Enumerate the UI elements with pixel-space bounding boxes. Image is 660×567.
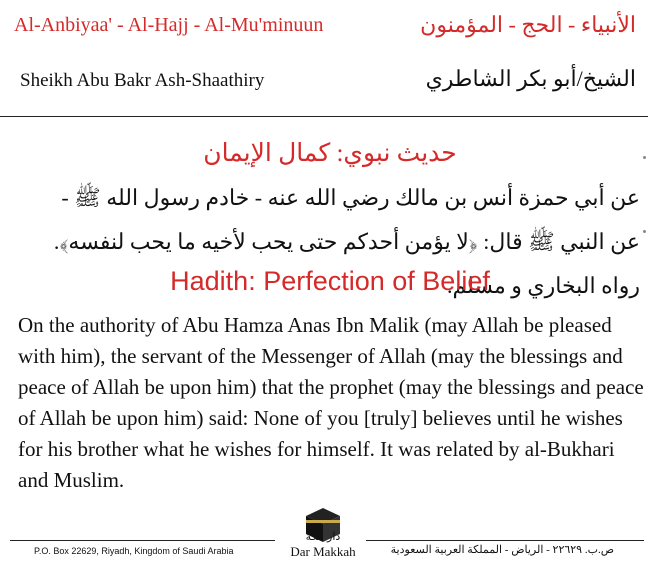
logo-arabic-text: دار مكة	[305, 530, 341, 543]
author-english: Sheikh Abu Bakr Ash-Shaathiry	[20, 70, 265, 91]
footer-divider-right	[366, 540, 644, 541]
author-arabic: الشيخ/أبو بكر الشاطري	[425, 66, 636, 91]
header-divider	[0, 116, 648, 117]
hadith-text-english: On the authority of Abu Hamza Anas Ibn Malik (may Allah be pleased with him), the servant of the Messenger of Allah (may the blessings and peace of Allah be upon him) that the prophet (may the blessings and peace of Allah be upon him) said: None of you [truly] believes until he wishes for his brother what he wishes for himself. It was related by al-Bukhari and Muslim.	[18, 313, 644, 492]
hadith-text-arabic: عن أبي حمزة أنس بن مالك رضي الله عنه - خادم رسول الله ﷺ - عن النبي ﷺ قال: ﴿لا يؤمن أحدكم حتى يحب لأخيه ما يحب لنفسه﴾. رواه البخاري و مسلم.	[53, 185, 640, 298]
publisher-name: Dar Makkah	[290, 544, 356, 559]
section-title-english: Hadith: Perfection of Belief	[170, 266, 490, 296]
book-title-arabic: الأنبياء - الحج - المؤمنون	[420, 12, 636, 37]
section-title-arabic: حديث نبوي: كمال الإيمان	[203, 140, 457, 167]
scan-speck	[643, 156, 646, 159]
footer-divider-left	[10, 540, 275, 541]
scan-speck	[643, 230, 646, 233]
publisher-address-english: P.O. Box 22629, Riyadh, Kingdom of Saudi Arabia	[34, 546, 234, 556]
publisher-address-arabic: ص.ب. ٢٢٦٢٩ - الرياض - المملكة العربية السعودية	[390, 544, 614, 556]
book-title-english: Al-Anbiyaa' - Al-Hajj - Al-Mu'minuun	[14, 14, 324, 36]
